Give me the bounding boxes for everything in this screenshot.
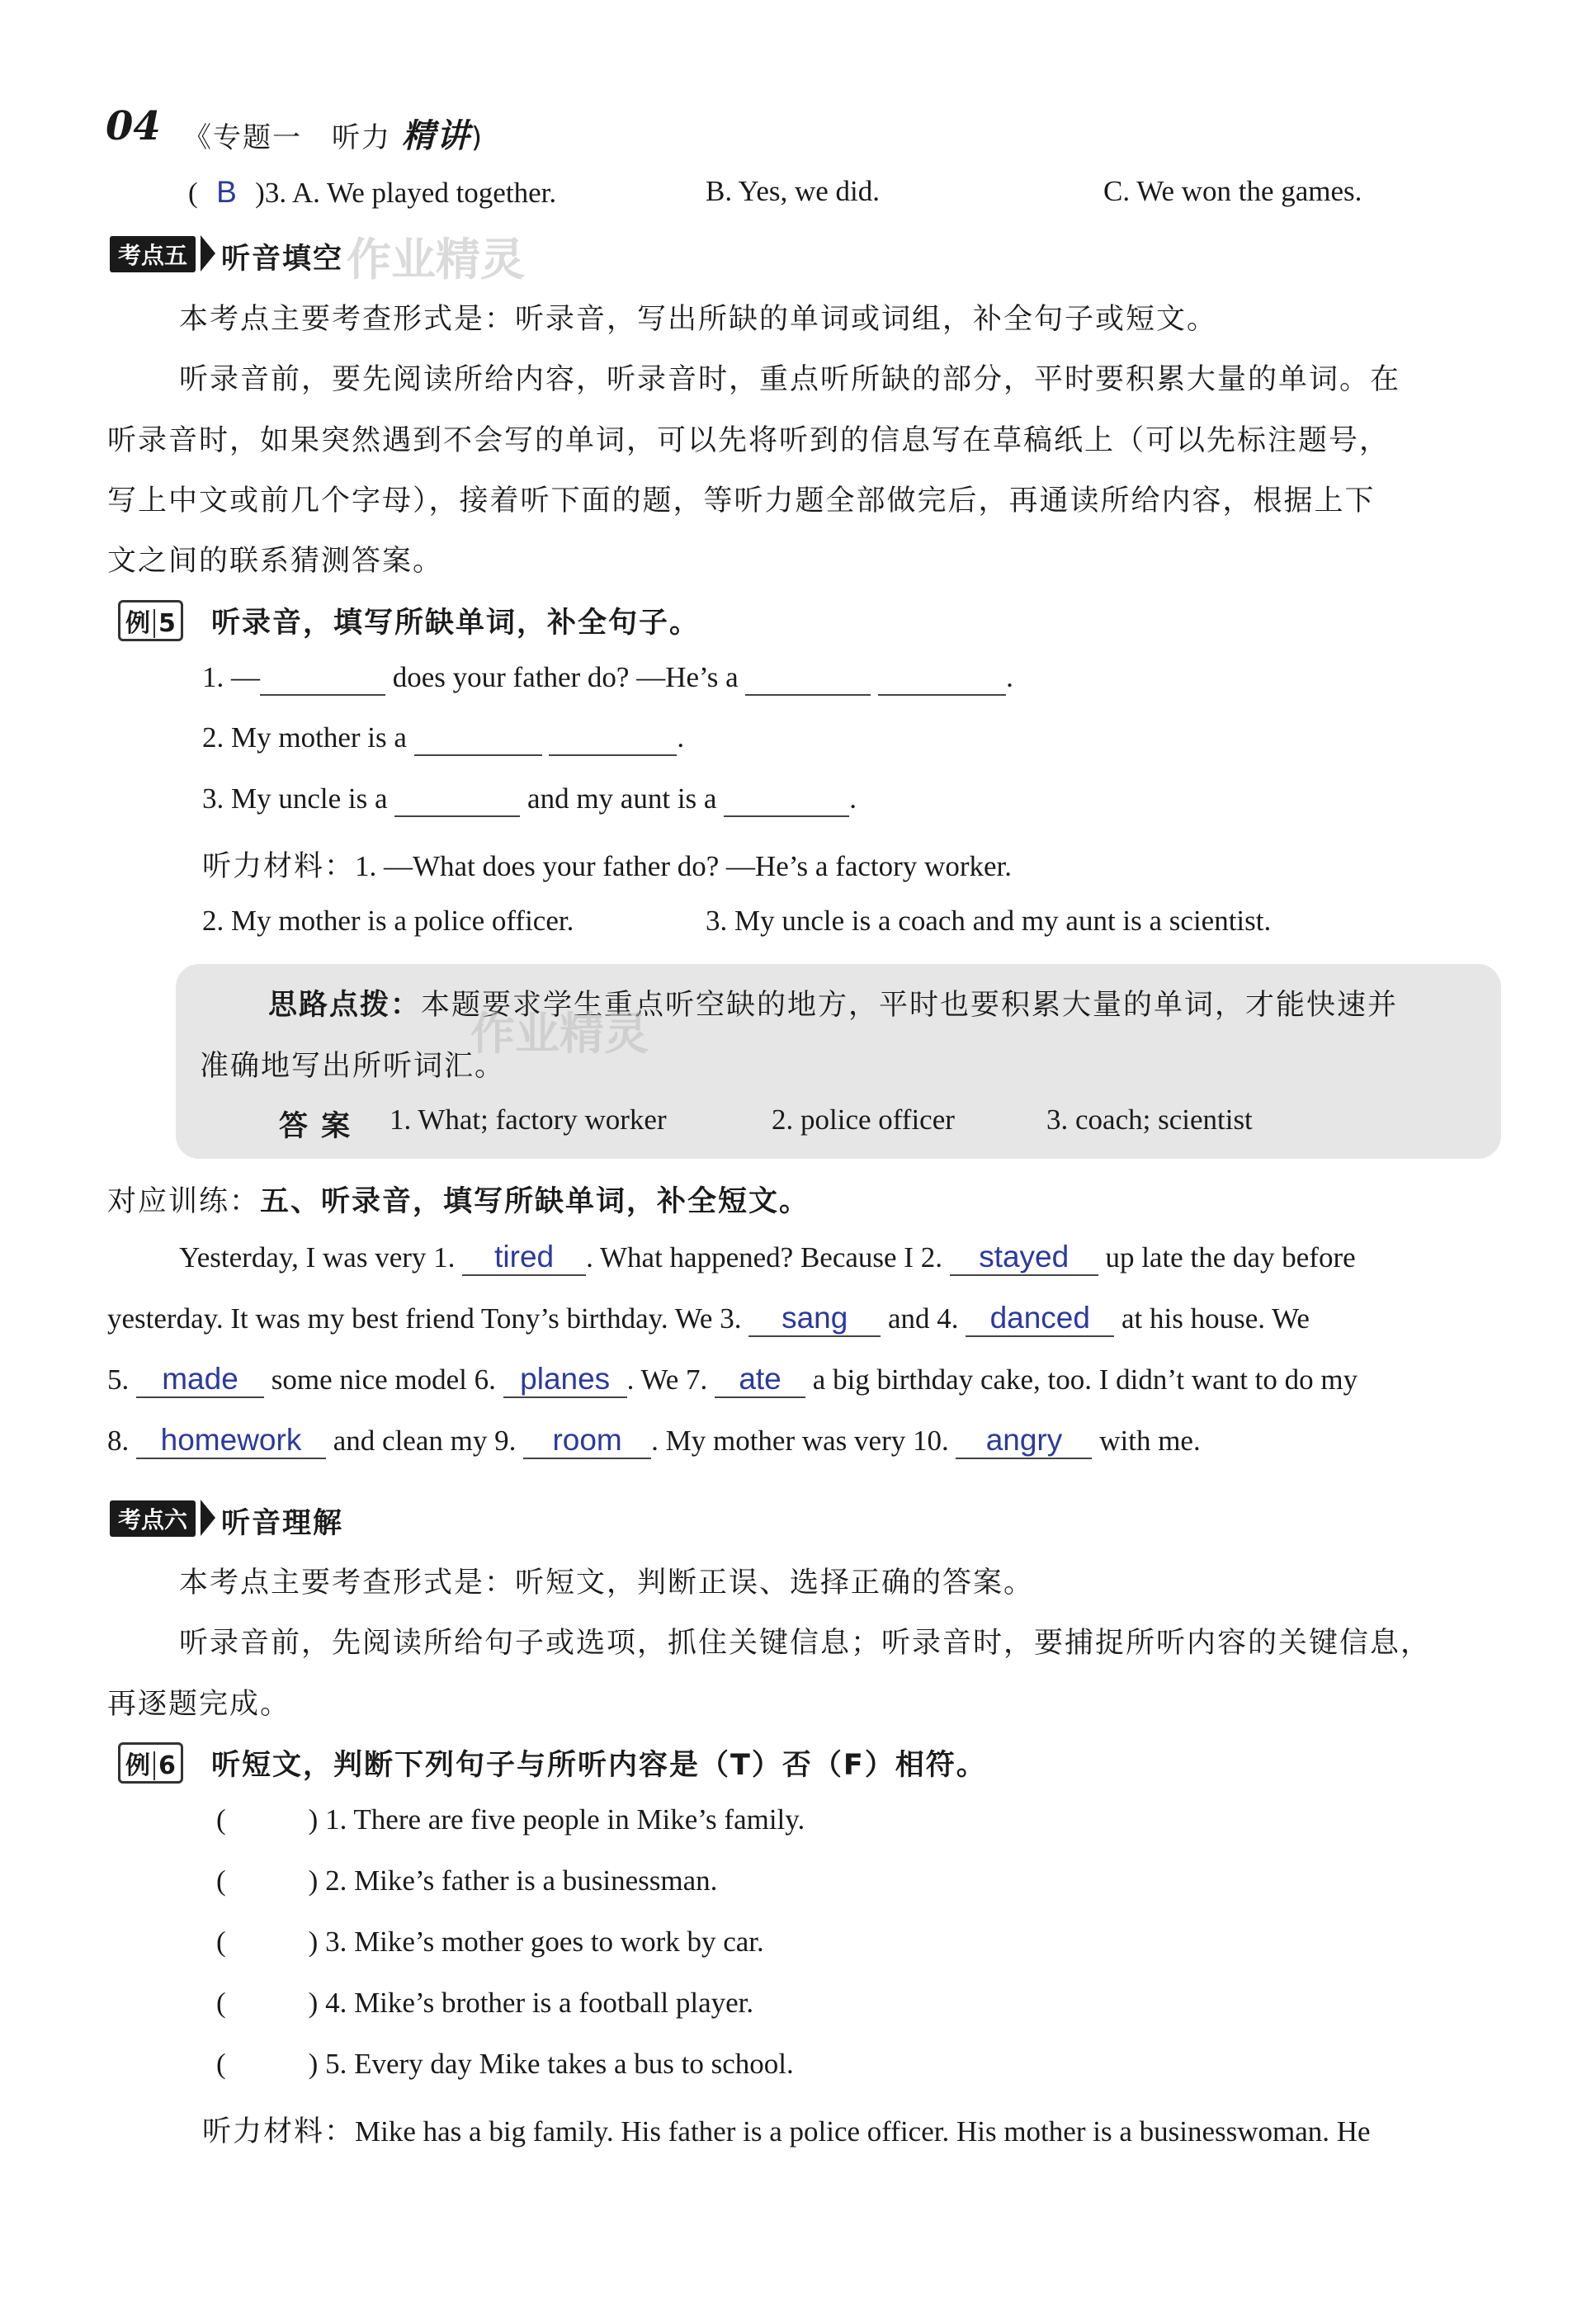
section-tag-arrow [201, 235, 215, 272]
section-tag-6: 考点六 [110, 1500, 196, 1537]
listening-material-2: 2. My mother is a police officer. [202, 905, 574, 937]
answer-6: planes [520, 1362, 611, 1396]
answer-5: made [162, 1362, 238, 1396]
example-title: 听录音，填写所缺单词，补全句子。 [211, 607, 701, 640]
paragraph: 听录音时，如果突然遇到不会写的单词，可以先将听到的信息写在草稿纸上（可以先标注题号， [107, 424, 1391, 457]
q3-answer: B [216, 175, 237, 209]
example-sentence-3: 3. My uncle is a and my aunt is a . [202, 782, 857, 817]
example-sentence-1: 1. — does your father do? —He’s a . [202, 661, 1013, 696]
watermark: 作业精灵 [347, 234, 525, 286]
answer-3: sang [781, 1301, 848, 1335]
paragraph: 本考点主要考查形式是：听短文，判断正误、选择正确的答案。 [179, 1566, 1035, 1600]
tf-item: ( ) 2. Mike’s father is a businessman. [216, 1864, 718, 1897]
answer-1: tired [494, 1240, 555, 1273]
listening-material: 听力材料：Mike has a big family. His father is a police officer. His mother is a businesswoman. He [202, 2115, 1371, 2148]
example-title: 听短文，判断下列句子与所听内容是（T）否（F）相符。 [211, 1749, 987, 1782]
section-header: 《专题一 听力 精讲) [183, 117, 484, 155]
q3-option-b: B. Yes, we did. [706, 175, 881, 207]
example-sentence-2: 2. My mother is a . [202, 721, 684, 756]
section-title-6: 听音理解 [221, 1507, 344, 1540]
answer-2: 2. police officer [772, 1103, 955, 1136]
paragraph: 文之间的联系猜测答案。 [107, 545, 444, 578]
watermark: 作业精灵 [470, 1008, 649, 1060]
tf-item: ( ) 4. Mike’s brother is a football player. [216, 1987, 754, 2019]
example-label: 例 5 [118, 600, 183, 641]
answer-8: homework [160, 1423, 302, 1457]
paragraph: 听录音前，先阅读所给句子或选项，抓住关键信息；听录音时，要捕捉所听内容的关键信息， [179, 1627, 1432, 1660]
section-title-5: 听音填空 [221, 243, 344, 276]
tf-item: ( ) 1. There are five people in Mike’s family. [216, 1803, 805, 1836]
answer-4: danced [989, 1301, 1090, 1335]
example-label: 例 6 [118, 1742, 183, 1784]
passage-line-3: 5. made some nice model 6. planes . We 7. ate a big birthday cake, too. I didn’t want to do my [107, 1362, 1358, 1398]
training-title: 对应训练：五、听录音，填写所缺单词，补全短文。 [107, 1185, 810, 1218]
tip-line-2: 准确地写出所听词汇。 [200, 1050, 506, 1083]
section-tag-arrow [201, 1500, 215, 1536]
question-3: ( B )3. A. We played together. [188, 175, 557, 209]
q3-option-c: C. We won the games. [1103, 175, 1362, 207]
section-tag-5: 考点五 [110, 236, 196, 272]
passage-line-4: 8. homework and clean my 9. room . My mother was very 10. angry with me. [107, 1423, 1201, 1459]
tf-item: ( ) 3. Mike’s mother goes to work by car. [216, 1926, 764, 1958]
answer-10: angry [985, 1423, 1063, 1457]
tip-line-1: 思路点拨：本题要求学生重点听空缺的地方，平时也要积累大量的单词，才能快速并 [268, 989, 1399, 1022]
passage-line-2: yesterday. It was my best friend Tony’s birthday. We 3. sang and 4. danced at his house. We [107, 1301, 1310, 1337]
paragraph: 写上中文或前几个字母），接着听下面的题，等听力题全部做完后，再通读所给内容，根据上下 [107, 484, 1376, 517]
page-number: 04 [106, 103, 161, 149]
answer-3: 3. coach; scientist [1046, 1103, 1253, 1136]
listening-material: 听力材料：1. —What does your father do? —He’s a factory worker. [202, 850, 1012, 883]
answer-1: 1. What; factory worker [390, 1103, 667, 1136]
answer-9: room [552, 1423, 622, 1457]
tf-item: ( ) 5. Every day Mike takes a bus to school. [216, 2048, 794, 2080]
answer-label: 答 案 [279, 1110, 352, 1143]
passage-line-1: Yesterday, I was very 1. tired . What happened? Because I 2. stayed up late the day before [179, 1240, 1356, 1276]
paragraph: 听录音前，要先阅读所给内容，听录音时，重点听所缺的部分，平时要积累大量的单词。在 [179, 363, 1401, 396]
paragraph: 本考点主要考查形式是：听录音，写出所缺的单词或词组，补全句子或短文。 [179, 303, 1218, 336]
paragraph: 再逐题完成。 [107, 1688, 291, 1721]
answer-7: ate [739, 1362, 781, 1396]
answer-2: stayed [979, 1240, 1070, 1273]
listening-material-3: 3. My uncle is a coach and my aunt is a scientist. [706, 905, 1272, 937]
